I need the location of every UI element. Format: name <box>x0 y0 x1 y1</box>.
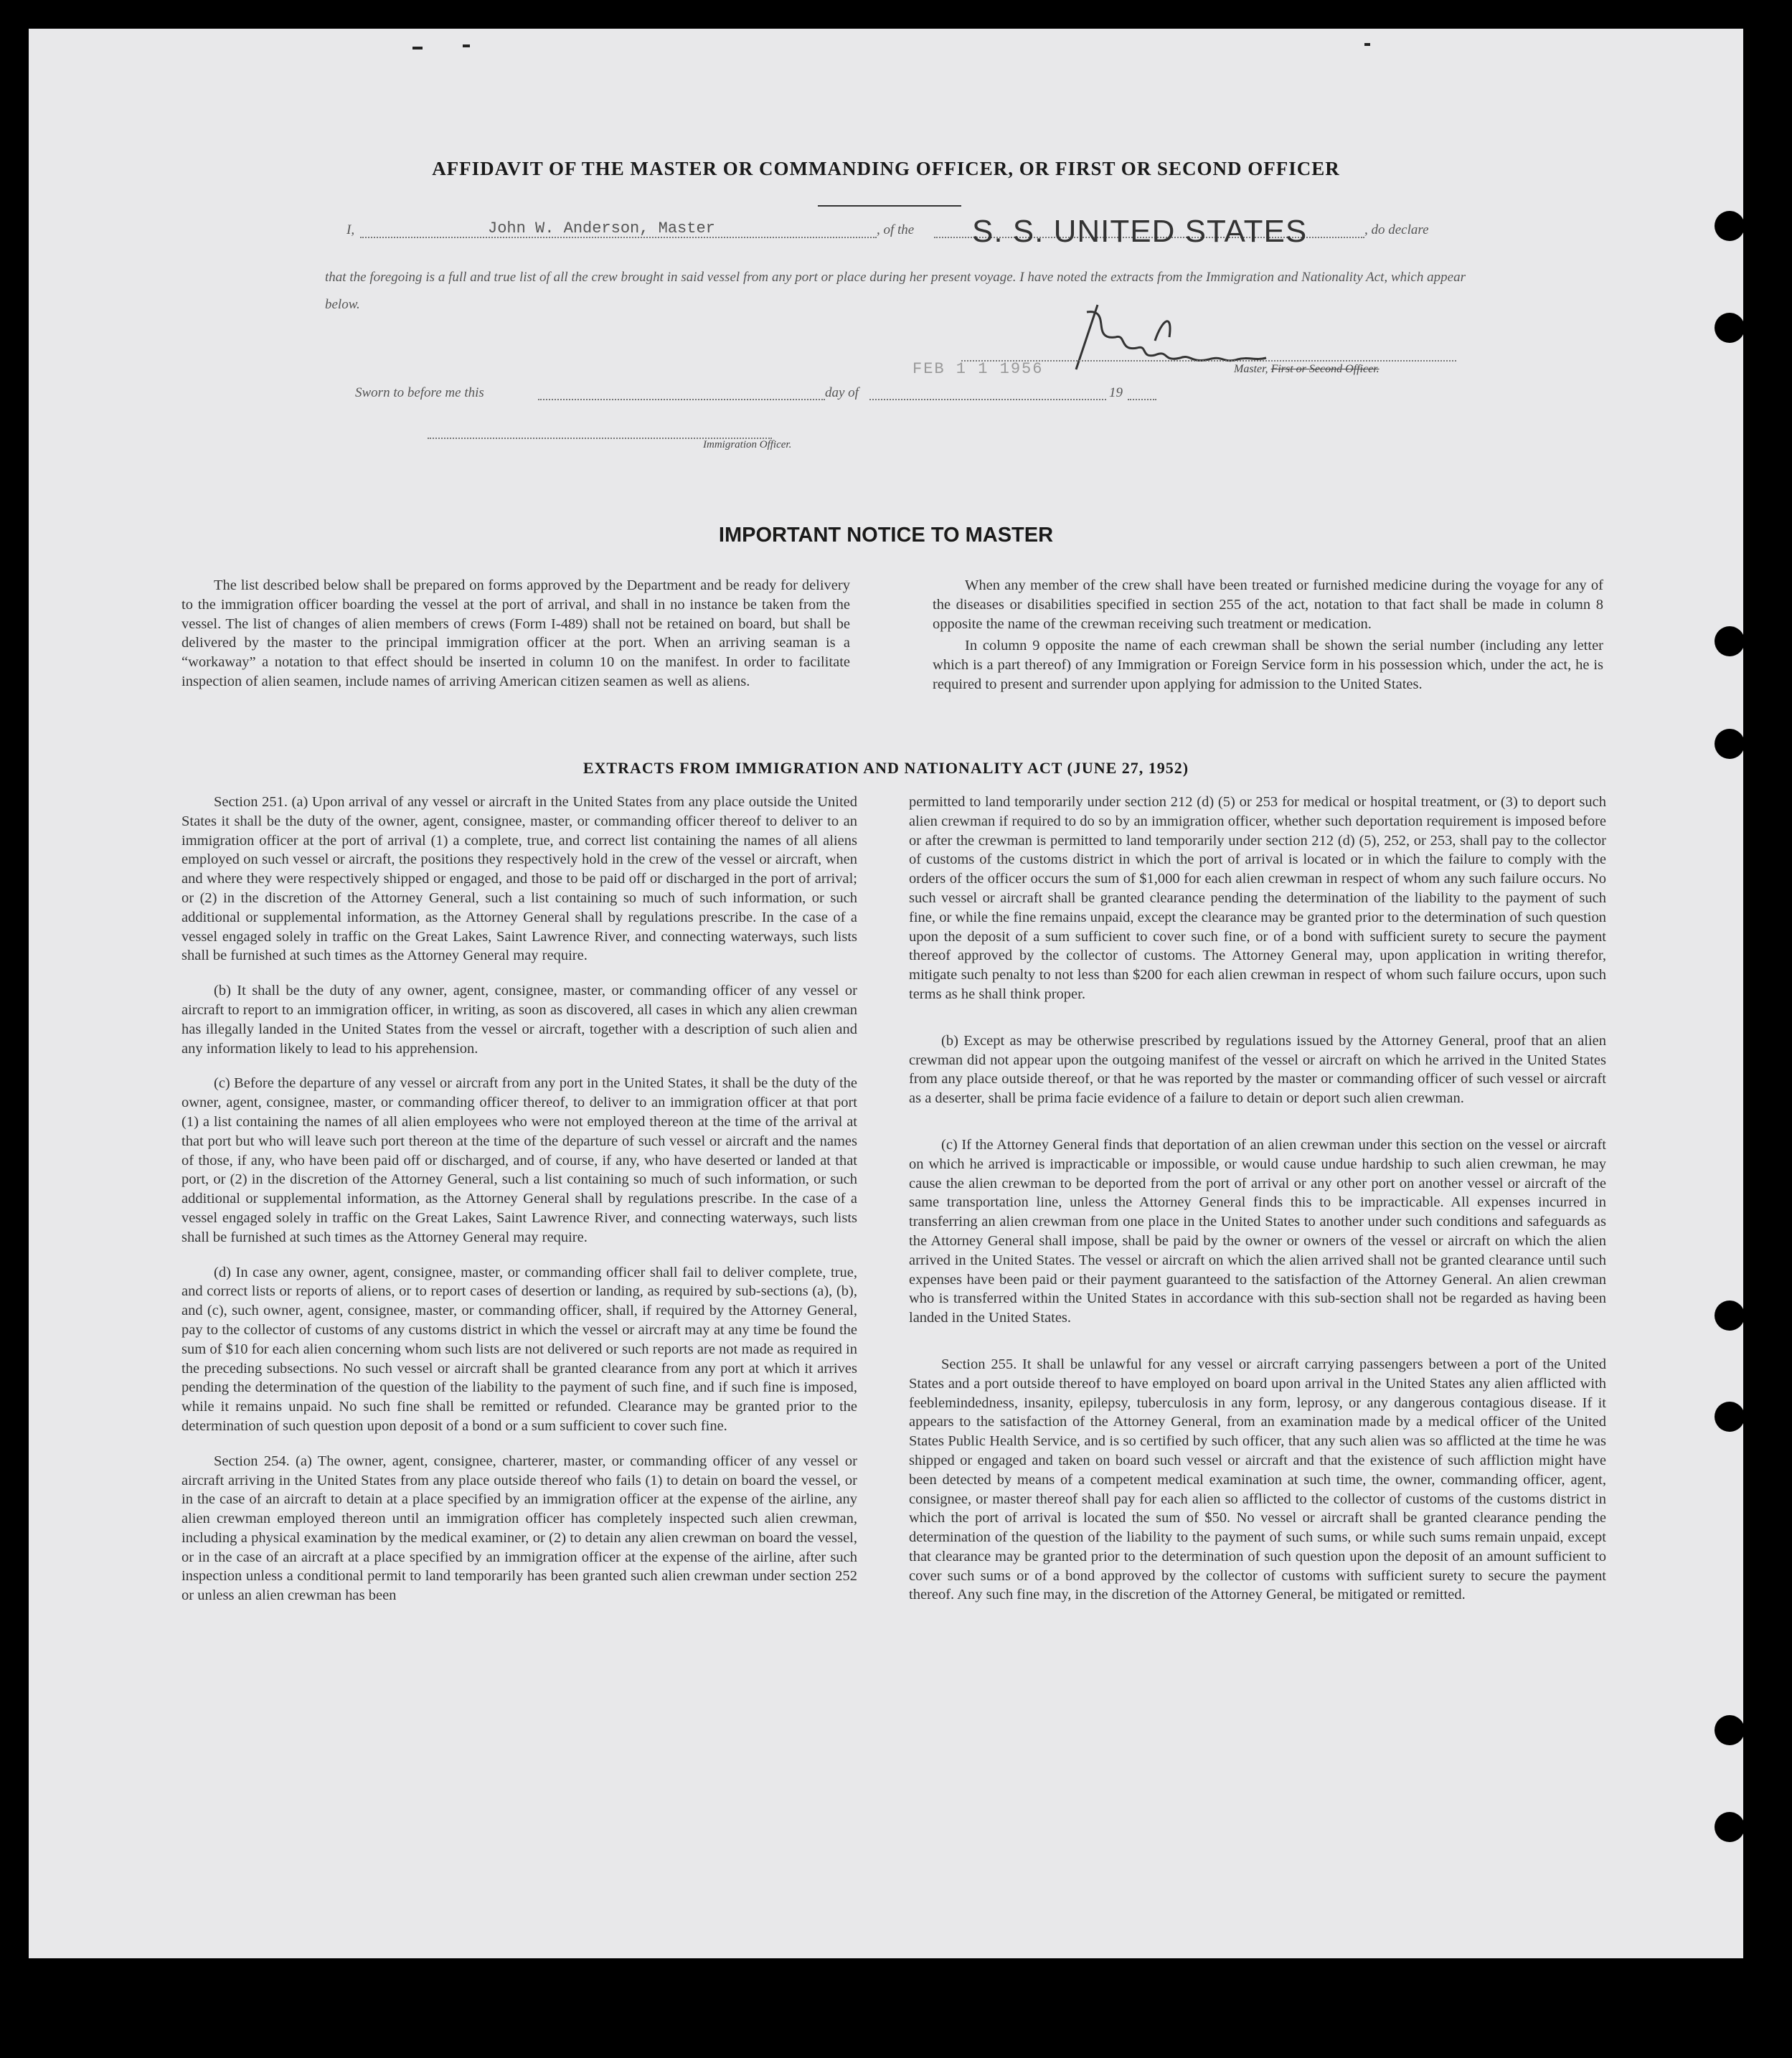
affidavit-prefix: I, <box>346 222 355 237</box>
vessel-name-field: S. S. UNITED STATES <box>972 214 1308 249</box>
notice-right-column <box>933 576 1603 710</box>
sworn-day-line <box>538 399 825 400</box>
caption-master: Master, <box>1234 363 1268 375</box>
act-paragraph: (c) If the Attorney General finds that deportation of an alien crewman under this section on the vessel or aircraft on which he arrived is impracticable or impossible, or would cause undue hardship to such alien crewman, he may cause the alien crewman to be deported from the port of arrival or any other port on another vessel or aircraft of the same transportation line, unless the Attorney General finds this to be impracticable. All expenses incurred in transferring an alien crewman from one place in the United States to another under such conditions and safeguards as the Attorney General shall impose, shall be paid by the owner or owners of the vessel or aircraft on which the alien arrived in the United States. The vessel or aircraft on which the alien arrived shall not be granted clearance until such expenses have been paid or their payment guaranteed to the satisfaction of the Attorney General. An alien crewman who is transferred within the United States in accordance with this sub-section shall not be regarded as having been landed in the United States. <box>909 1136 1606 1326</box>
declaration-text: that the foregoing is a full and true list of all the crew brought in said vessel from any port or place during her present voyage. I have noted the extracts from the Immigration and Nationality Act, which appear below. <box>325 270 1466 312</box>
year-line <box>1128 399 1156 400</box>
master-name-field: John W. Anderson, Master <box>488 220 715 237</box>
notice-paragraph: When any member of the crew shall have been treated or furnished medicine during the voyage for any of the diseases or disabilities specified in section 255 of the act, notation to that fact shall be made in column 8 opposite the name of the crewman receiving such treatment or medication. <box>933 577 1603 632</box>
scan-speck <box>1364 43 1370 46</box>
month-line <box>869 399 1106 400</box>
punch-hole <box>1715 626 1743 656</box>
punch-hole <box>1715 1301 1743 1331</box>
year-label: 19 <box>1109 385 1123 400</box>
scan-speck <box>463 44 470 47</box>
document-page <box>29 29 1743 1958</box>
extracts-title: EXTRACTS FROM IMMIGRATION AND NATIONALITY ACT (JUNE 27, 1952) <box>583 759 1189 777</box>
notice-title: IMPORTANT NOTICE TO MASTER <box>718 524 1054 547</box>
do-declare-label: , do declare <box>1364 222 1429 237</box>
act-paragraph: (b) It shall be the duty of any owner, agent, consignee, master, or commanding officer of any vessel or aircraft to report to an immigration officer, in writing, as soon as discovered, all cases in which any alien crewman has illegally landed in the United States from the vessel or aircraft, together with a description of such alien and any information likely to lead to his apprehension. <box>181 983 857 1057</box>
notice-paragraph: The list described below shall be prepared on forms approved by the Department and be ready for delivery to the immigration officer boarding the vessel at the port of arrival, and shall in no instance be taken from the vessel. The list of changes of alien members of crews (Form I-489) shall not be retained on board, but shall be delivered by the master to the principal immigration officer at the port. When an arriving seaman is a “workaway” a notation to that effect should be inserted in column 10 on the manifest. In order to facilitate inspection of alien seamen, include names of arriving American citizen seamen as well as aliens. <box>181 577 850 689</box>
act-paragraph: Section 255. It shall be unlawful for any vessel or aircraft carrying passengers between a port of the United States and a port outside thereof to have employed on board upon arrival in the United States any alien afflicted with feeblemindedness, insanity, epilepsy, tuberculosis in any form, leprosy, or any dangerous contagious disease. If it appears to the satisfaction of the Attorney General, from an examination made by a medical officer of the United States Public Health Service, and is so certified by such officer, that any such alien was so afflicted at the time he was shipped or engaged and taken on board such vessel or aircraft and that the existence of such affliction might have been detected by means of a competent medical examination at such time, the owner, commanding officer, agent, consignee, or master thereof shall pay for each alien so afflicted to the collector of customs of the customs district in which the port of arrival is located the sum of $50. No vessel or aircraft shall be granted clearance pending the determination of the question of the liability to the payment of such sums, or while such sums remain unpaid, except that clearance may be granted prior to the determination of such question upon the deposit of an amount sufficient to cover such sums or of a bond approved by the collector of customs with sufficient surety to secure the payment thereof. Any such fine may, in the discretion of the Attorney General, be mitigated or remitted. <box>909 1356 1606 1603</box>
of-the-label: , of the <box>877 222 915 237</box>
act-right-column <box>909 793 1606 1620</box>
punch-hole <box>1715 211 1743 241</box>
day-of-label: day of <box>825 385 859 400</box>
act-paragraph: (c) Before the departure of any vessel or aircraft from any port in the United States, it shall be the duty of the owner, agent, consignee, master, or commanding officer thereof, to deliver to an immigration officer at that port (1) a list containing the names of all alien employees who were not employed thereon at the time of the arrival at that port but who will leave such port thereon at the time of the departure of such vessel or aircraft and the names of those, if any, who have been paid off or discharged, and of course, if any, who have deserted or landed at that port, or (2) in the discretion of the Attorney General, such a list containing so much of such information, or such additional or supplemental information, as the Attorney General shall by regulations prescribe. In the case of a vessel engaged solely in traffic on the Great Lakes, Saint Lawrence River, and connecting waterways, such lists shall be furnished at such times as the Attorney General may require. <box>181 1075 857 1245</box>
act-paragraph: (b) Except as may be otherwise prescribed by regulations issued by the Attorney General, proof that an alien crewman did not appear upon the outgoing manifest of the vessel or aircraft on which he arrived in the United States from any place outside thereof, or that he was reported by the master or commanding officer of such vessel or aircraft as a deserter, shall be prima facie evidence of a failure to detain or deport such alien crewman. <box>909 1032 1606 1107</box>
punch-hole <box>1715 729 1743 759</box>
sworn-label: Sworn to before me this <box>355 385 484 400</box>
punch-hole <box>1715 1812 1743 1842</box>
signature-line <box>961 360 1456 362</box>
immigration-officer-label: Immigration Officer. <box>703 439 792 450</box>
act-paragraph: Section 254. (a) The owner, agent, consignee, charterer, master, or commanding officer of any vessel or aircraft arriving in the United States from any place outside thereof who fails (1) to detain on board the vessel, or in the case of an aircraft to detain at a place specified by an immigration officer at the expense of the airline, any alien crewman employed thereon until an immigration officer has completely inspected such alien crewman, including a physical examination by the medical examiner, or (2) to detain any alien crewman on board the vessel, or in the case of an aircraft at a place specified by an immigration officer at the expense of the airline, after such inspection unless a conditional permit to land temporarily has been granted such alien crewman under section 252 or unless an alien crewman has been <box>181 1453 857 1604</box>
title-divider <box>818 205 961 207</box>
punch-hole <box>1715 1715 1743 1745</box>
act-paragraph: (d) In case any owner, agent, consignee, master, or commanding officer shall fail to deliver complete, true, and correct lists or reports of aliens, or to report cases of desertion or landing, as required by sub-sections (a), (b), and (c), such owner, agent, consignee, master, or commanding officer, shall, if required by the Attorney General, pay to the collector of customs of any customs district in which the vessel or aircraft may at any time be found the sum of $10 for each alien concerning whom such lists are not delivered or such reports are not made as required in the preceding subsections. No such vessel or aircraft shall be granted clearance from any port at which it arrives pending the determination of the question of the liability to the payment of such fine, and if such fine is imposed, while it remains unpaid. No such fine shall be remitted or refunded. Clearance may be granted prior to the determination of such question upon deposit of a bond or a sum sufficient to cover such fine. <box>181 1264 857 1434</box>
punch-hole <box>1715 313 1743 343</box>
notice-left-column <box>181 576 850 707</box>
notice-paragraph: In column 9 opposite the name of each crewman shall be shown the serial number (including any letter which is a part thereof) of any Immigration or Foreign Service form in his possession which, under the act, he is required to present and surrender upon applying for admission to the United States. <box>933 638 1603 692</box>
signature-caption <box>1234 363 1380 376</box>
act-left-column <box>181 793 857 1621</box>
act-paragraph: permitted to land temporarily under section 212 (d) (5) or 253 for medical or hospital treatment, or (3) to deport such alien crewman if required to do so by an immigration officer, whether such deportation requirement is imposed before or after the crewman is permitted to land temporarily under section 212 (d) (5), 252, or 253, shall pay to the collector of customs of the customs district in which the port of arrival is located or in which the failure to comply with the orders of the officer occurs the sum of $1,000 for each alien crewman in respect of whom any such failure occurs. No such vessel or aircraft shall be granted clearance pending the determination of the liability to the payment of such fine, or while the fine remains unpaid, except the clearance may be granted prior to the determination of such question upon the deposit of a sum sufficient to cover such fine, or of a bond with sufficient surety to secure the payment thereof approved by the collector of customs. The Attorney General may, upon application in writing therefor, mitigate such penalty to not less than $200 for each alien crewman in respect of whom such failure occurs, upon such terms as he shall think proper. <box>909 794 1606 1002</box>
affidavit-title: AFFIDAVIT OF THE MASTER OR COMMANDING OFFICER, OR FIRST OR SECOND OFFICER <box>432 158 1340 179</box>
punch-hole <box>1715 1402 1743 1432</box>
date-stamp: FEB 1 1 1956 <box>912 360 1044 378</box>
caption-struck-officer: First or Second Officer. <box>1270 363 1380 375</box>
scan-speck <box>412 47 423 49</box>
act-paragraph: Section 251. (a) Upon arrival of any vessel or aircraft in the United States from any place outside the United States it shall be the duty of the owner, agent, consignee, master, or commanding officer thereof to deliver to an immigration officer at the port of arrival (1) a complete, true, and correct list containing the names of all aliens employed on such vessel or aircraft, the positions they respectively hold in the crew of the vessel or aircraft, when and where they were respectively shipped or engaged, and those to be paid off or discharged in the port of arrival; or (2) in the discretion of the Attorney General, such a list containing so much of such information, or such additional or supplemental information, as the Attorney General shall by regulations prescribe. In the case of a vessel engaged solely in traffic on the Great Lakes, Saint Lawrence River, and connecting waterways, such lists shall be furnished at such times as the Attorney General may require. <box>181 794 857 964</box>
